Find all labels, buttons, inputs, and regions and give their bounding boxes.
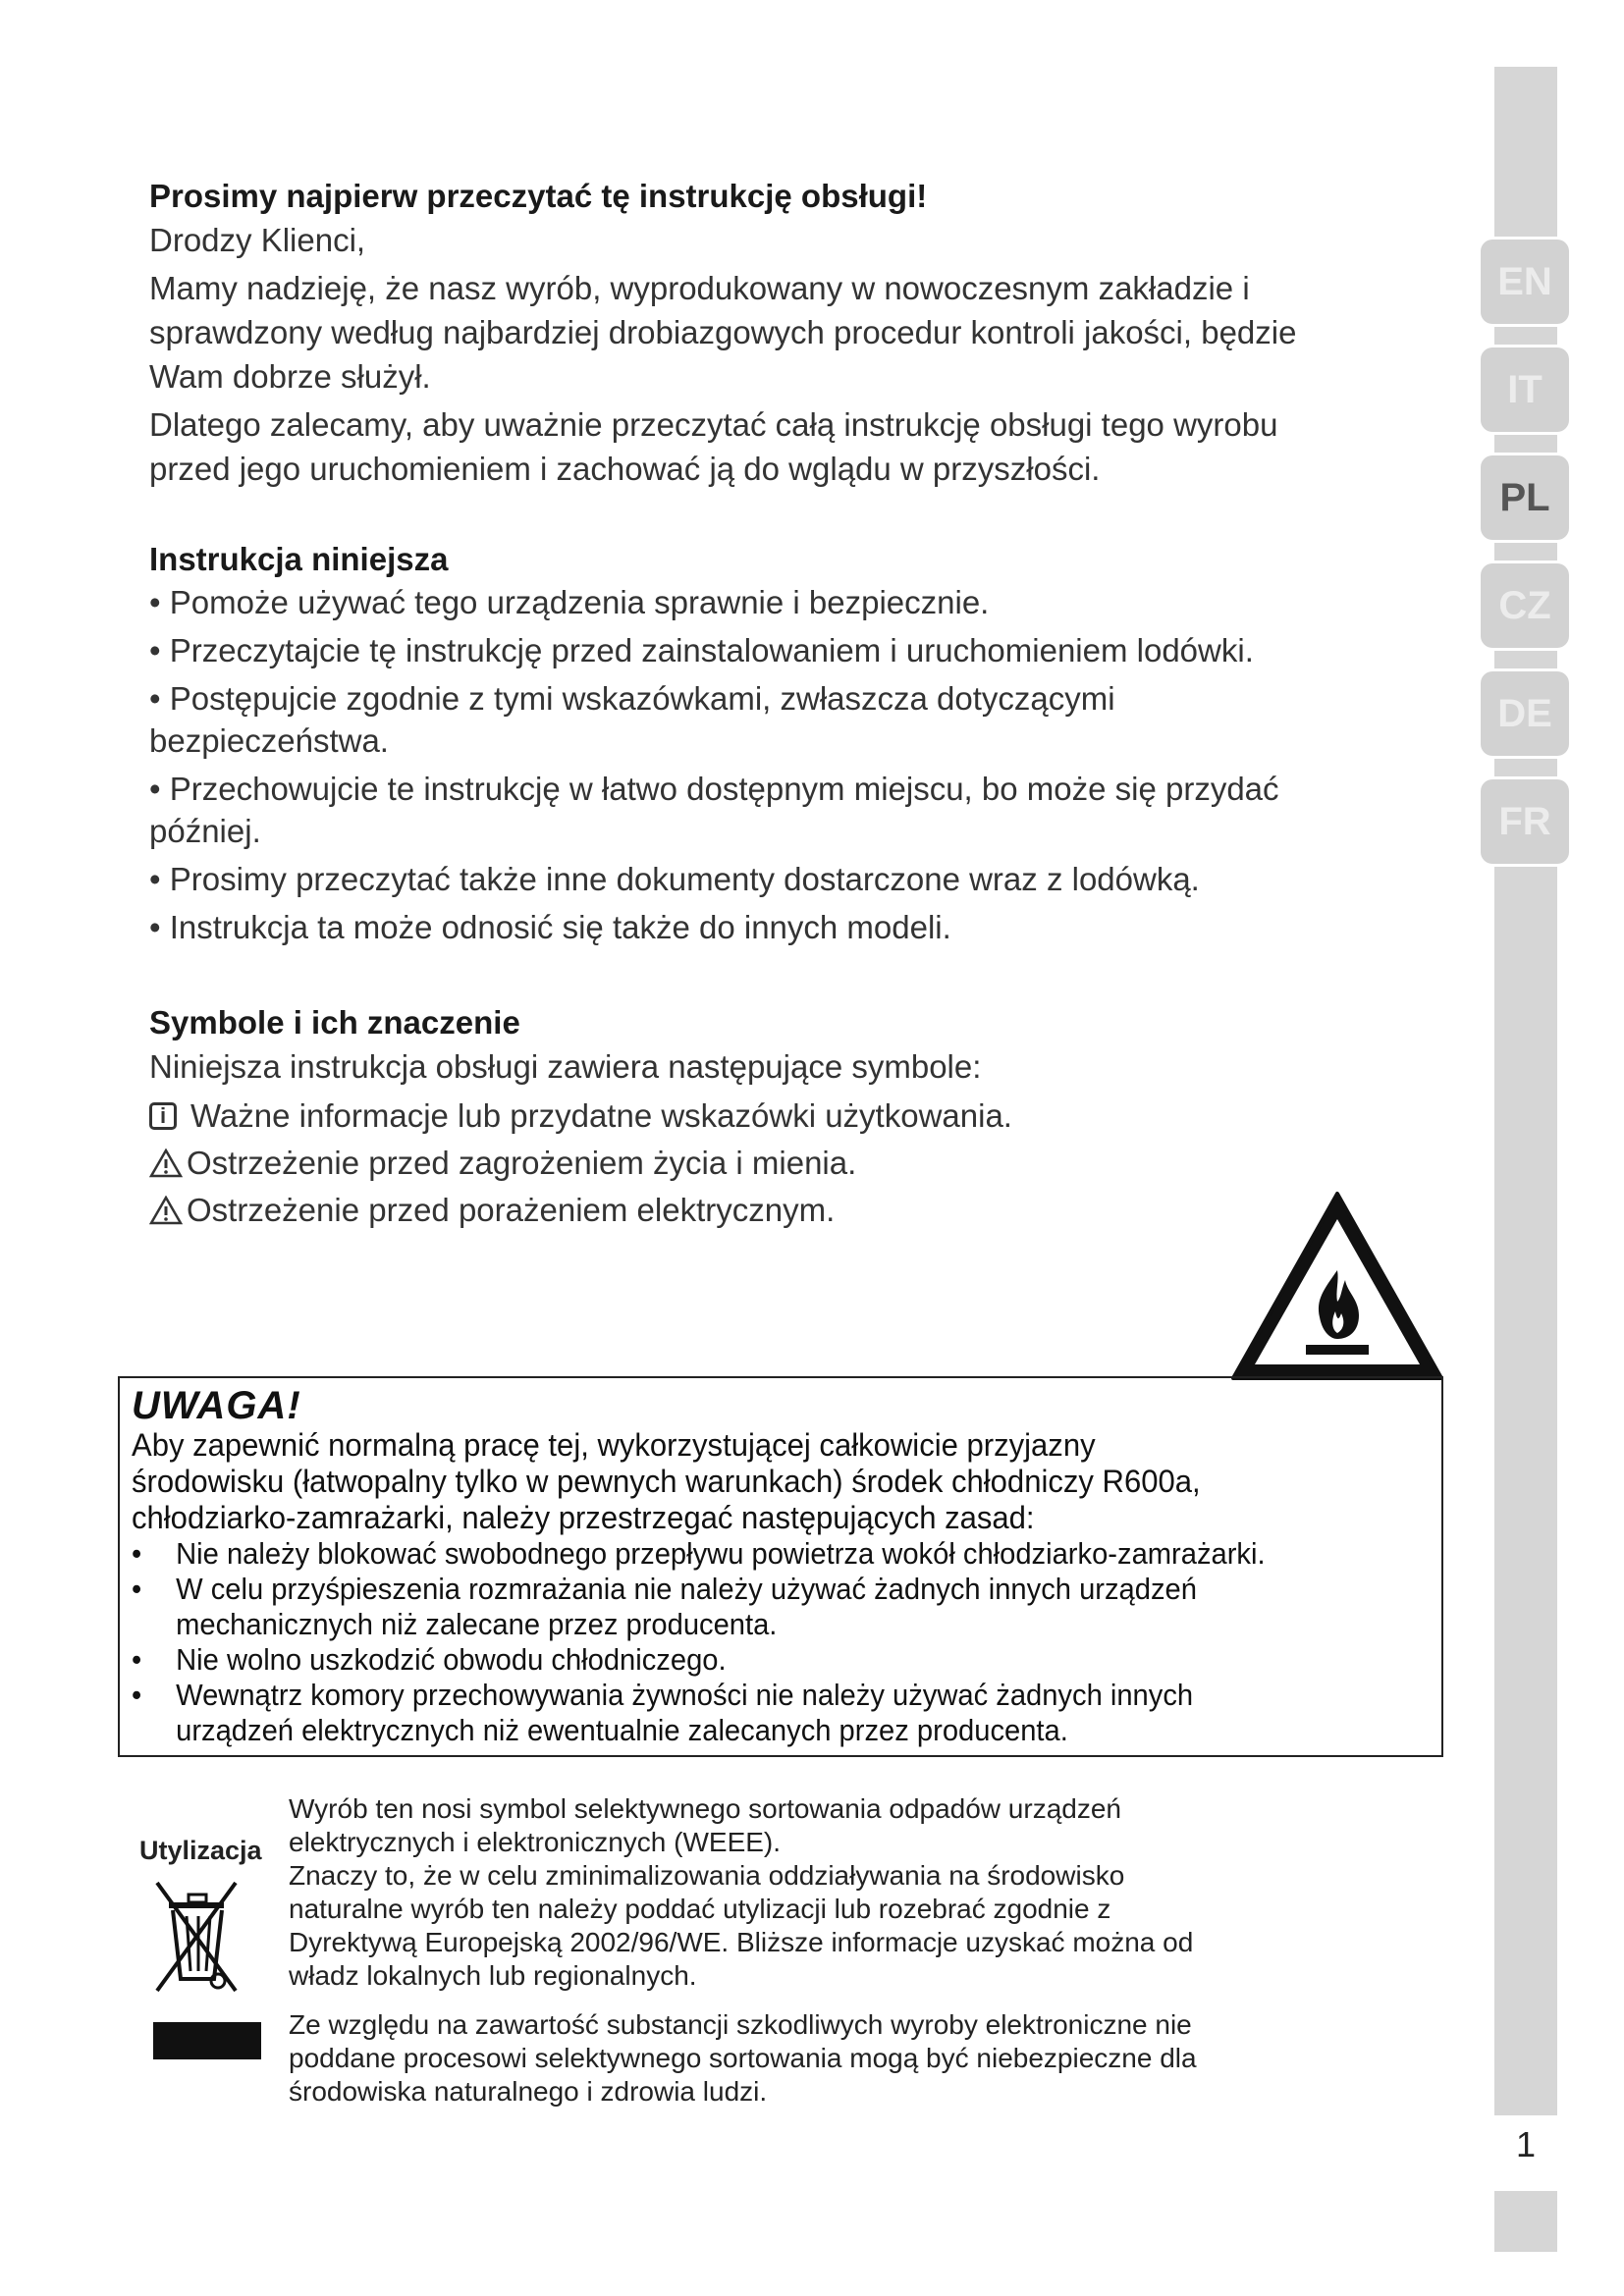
- lang-tab-en[interactable]: EN: [1481, 240, 1569, 324]
- list-item: • W celu przyśpieszenia rozmrażania nie należy używać żadnych innych urządzeń mechanicznych niż zalecane przez producenta.: [132, 1572, 1354, 1642]
- list-item: • Nie wolno uszkodzić obwodu chłodniczego.: [132, 1642, 1354, 1678]
- symbol-electric-text: Ostrzeżenie przed porażeniem elektrycznym.: [187, 1192, 836, 1228]
- symbols-intro: Niniejsza instrukcja obsługi zawiera następujące symbole:: [149, 1048, 982, 1085]
- warning-intro-line-1: Aby zapewnić normalną pracę tej, wykorzystującej całkowicie przyjazny: [132, 1427, 1096, 1463]
- symbol-warning-text: Ostrzeżenie przed zagrożeniem życia i mienia.: [187, 1145, 857, 1181]
- crossed-bin-icon: [153, 1877, 240, 1995]
- warning-title: UWAGA!: [132, 1384, 301, 1427]
- flammable-hazard-icon: [1229, 1190, 1445, 1382]
- page-number: 1: [1515, 2124, 1537, 2164]
- lang-tab-de[interactable]: DE: [1481, 671, 1569, 756]
- intro-title: Prosimy najpierw przeczytać tę instrukcję obsługi!: [149, 178, 928, 214]
- main-content: [149, 175, 1426, 1234]
- list-item: • Instrukcja ta może odnosić się także do innych modeli.: [149, 906, 1426, 948]
- intro-paragraph-1-line-3: Wam dobrze służył.: [149, 358, 431, 395]
- manual-heading: Instrukcja niniejsza: [149, 541, 449, 577]
- weee-black-bar: [153, 2022, 261, 2059]
- intro-paragraph-2-line-2: przed jego uruchomieniem i zachować ją do wglądu w przyszłości.: [149, 451, 1101, 487]
- disposal-p2-line-2: naturalne wyrób ten należy poddać utylizacji lub rozebrać zgodnie z: [289, 1894, 1111, 1924]
- lang-tab-cz[interactable]: CZ: [1481, 563, 1569, 648]
- disposal-p2-line-3: Dyrektywą Europejską 2002/96/WE. Bliższe informacje uzyskać można od: [289, 1927, 1194, 1957]
- sidebar-footer-block: [1494, 2191, 1557, 2252]
- intro-paragraph-1-line-1: Mamy nadzieję, że nasz wyrób, wyprodukowany w nowoczesnym zakładzie i: [149, 270, 1250, 306]
- symbol-warning-row: [149, 1140, 1426, 1187]
- disposal-label: Utylizacja: [139, 1836, 262, 1865]
- disposal-p3-line-1: Ze względu na zawartość substancji szkodliwych wyroby elektroniczne nie: [289, 2009, 1192, 2040]
- symbol-info-row: [149, 1093, 1426, 1140]
- warning-triangle-icon: [149, 1196, 183, 1225]
- list-item: • Nie należy blokować swobodnego przepływu powietrza wokół chłodziarko-zamrażarki.: [132, 1536, 1354, 1572]
- manual-bullet-list: [149, 581, 1426, 948]
- disposal-p1-line-1: Wyrób ten nosi symbol selektywnego sortowania odpadów urządzeń: [289, 1793, 1121, 1824]
- disposal-p3-line-2: poddane procesowi selektywnego sortowania mogą być niebezpieczne dla: [289, 2043, 1197, 2073]
- greeting: Drodzy Klienci,: [149, 222, 366, 258]
- disposal-p1-line-2: elektrycznych i elektronicznych (WEEE).: [289, 1827, 782, 1857]
- intro-paragraph-2-line-1: Dlatego zalecamy, aby uważnie przeczytać całą instrukcję obsługi tego wyrobu: [149, 406, 1278, 443]
- warning-intro-line-2: środowisku (łatwopalny tylko w pewnych warunkach) środek chłodniczy R600a,: [132, 1464, 1201, 1499]
- info-icon: i: [149, 1102, 177, 1130]
- warning-list: [132, 1536, 1432, 1748]
- disposal-p3-line-3: środowiska naturalnego i zdrowia ludzi.: [289, 2076, 768, 2107]
- intro-paragraph-1-line-2: sprawdzony według najbardziej drobiazgowych procedur kontroli jakości, będzie: [149, 314, 1297, 350]
- symbols-heading: Symbole i ich znaczenie: [149, 1004, 520, 1041]
- warning-triangle-icon: [149, 1148, 183, 1178]
- list-item: • Postępujcie zgodnie z tymi wskazówkami, zwłaszcza dotyczącymi bezpieczeństwa.: [149, 677, 1426, 762]
- symbol-info-text: Ważne informacje lub przydatne wskazówki użytkowania.: [190, 1097, 1012, 1134]
- lang-tab-it[interactable]: IT: [1481, 347, 1569, 432]
- lang-tab-pl[interactable]: PL: [1481, 455, 1569, 540]
- list-item: • Wewnątrz komory przechowywania żywności nie należy używać żadnych innych urządzeń elektrycznych niż ewentualnie zalecanych przez producenta.: [132, 1678, 1354, 1748]
- disposal-text: [289, 1792, 1398, 2109]
- list-item: • Prosimy przeczytać także inne dokumenty dostarczone wraz z lodówką.: [149, 858, 1426, 900]
- list-item: • Przechowujcie te instrukcję w łatwo dostępnym miejscu, bo może się przydać później.: [149, 768, 1426, 852]
- list-item: • Przeczytajcie tę instrukcję przed zainstalowaniem i uruchomieniem lodówki.: [149, 629, 1426, 671]
- disposal-p2-line-4: władz lokalnych lub regionalnych.: [289, 1960, 697, 1991]
- warning-box: [118, 1376, 1443, 1757]
- warning-intro-line-3: chłodziarko-zamrażarki, należy przestrzegać następujących zasad:: [132, 1500, 1035, 1535]
- disposal-p2-line-1: Znaczy to, że w celu zminimalizowania oddziaływania na środowisko: [289, 1860, 1125, 1891]
- list-item: • Pomoże używać tego urządzenia sprawnie i bezpiecznie.: [149, 581, 1426, 623]
- lang-tab-fr[interactable]: FR: [1481, 779, 1569, 864]
